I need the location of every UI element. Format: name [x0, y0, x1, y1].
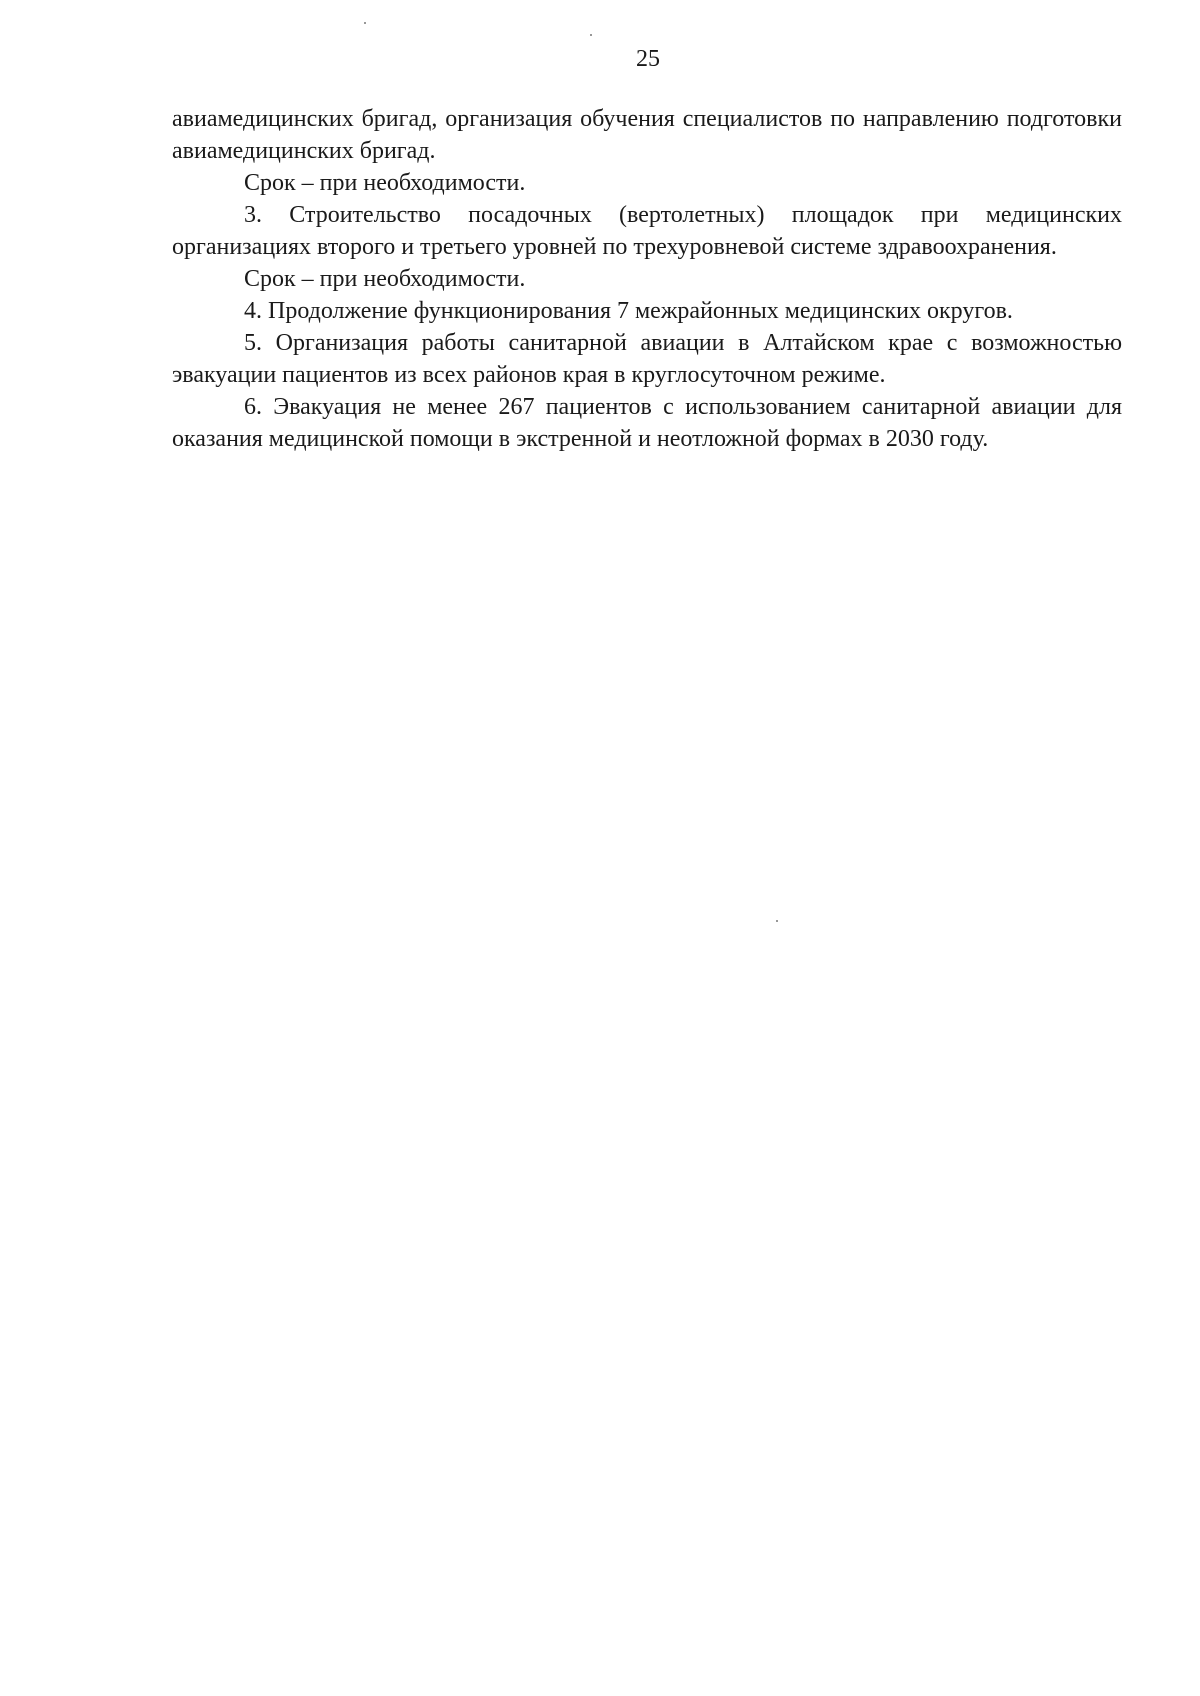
- scan-speck: [364, 22, 366, 24]
- paragraph-item-3: 3. Строительство посадочных (вертолетных) площадок при медицинских организациях второго и третьего уровней по трехуровневой системе здравоохранения.: [172, 202, 1122, 260]
- paragraph-item-6: 6. Эвакуация не менее 267 пациентов с использованием санитарной авиации для оказания медицинской помощи в экстренной и неотложной формах в 2030 году.: [172, 394, 1122, 452]
- scan-speck: [776, 920, 778, 922]
- paragraph-item-5: 5. Организация работы санитарной авиации в Алтайском крае с возможностью эвакуации пациентов из всех районов края в круглосуточном режиме.: [172, 330, 1122, 388]
- paragraph-item-4: 4. Продолжение функционирования 7 межрайонных медицинских округов.: [244, 298, 1013, 324]
- document-body: [172, 103, 1122, 455]
- scan-speck: [590, 34, 592, 36]
- paragraph-continuation: авиамедицинских бригад, организация обучения специалистов по направлению подготовки авиамедицинских бригад.: [172, 106, 1122, 164]
- paragraph-deadline: Срок – при необходимости.: [244, 170, 526, 196]
- page-number: 25: [636, 46, 660, 72]
- paragraph-deadline: Срок – при необходимости.: [244, 266, 526, 292]
